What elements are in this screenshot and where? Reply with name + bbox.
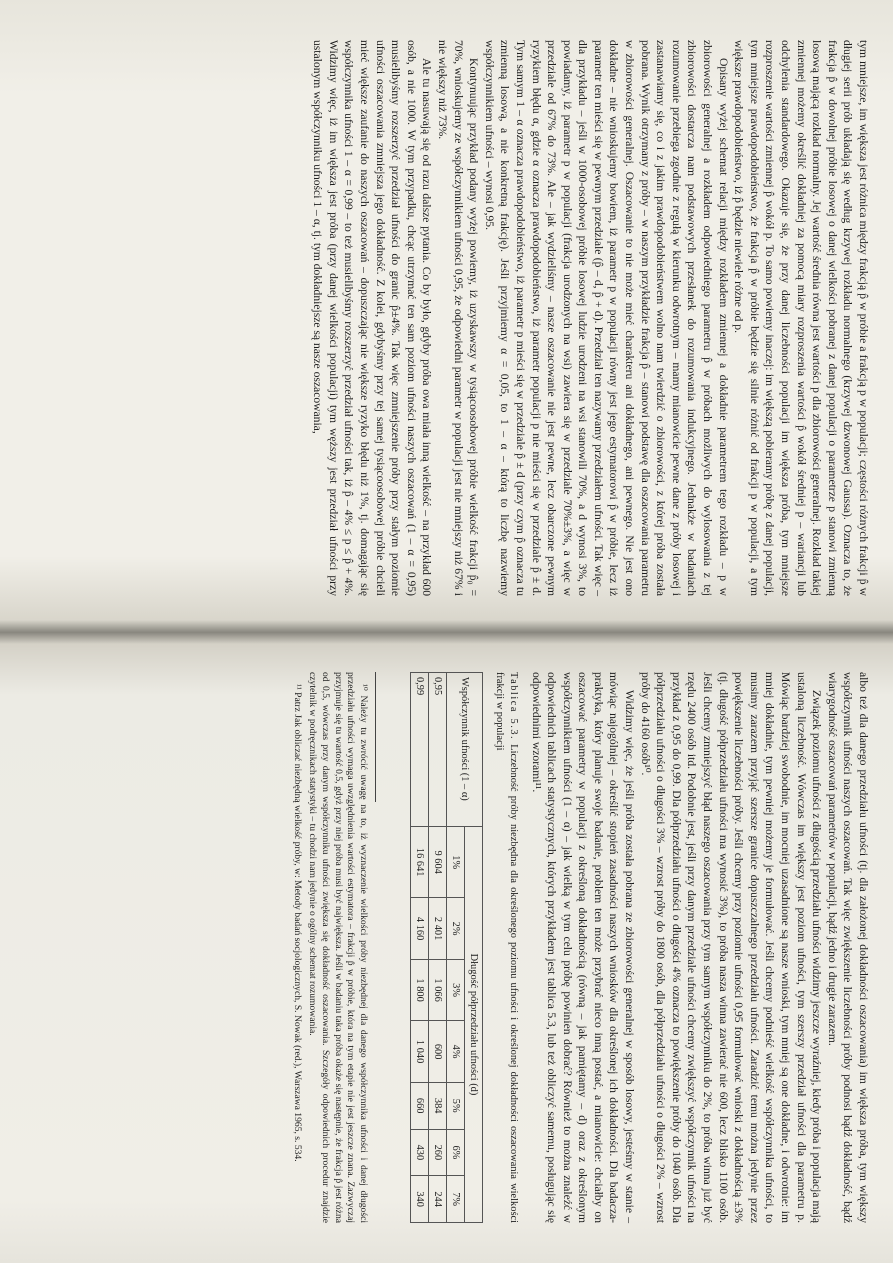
paragraph: Ale tu nasuwają się od razu dalsze pytania. Co by było, gdyby próba owa miała inną wielkość – na przykład 600 osób, a nie 1000. W tym przypadku, chcąc utrzymać ten sam poziom ufności naszych oszacowań (1 – α = 0,95) musielibyśmy rozszerzyć przedział ufności do granic p̂±4%. Tak więc zmniejszenie próby przy stałym poziomie ufności oszacowania zmniejsza jego dokładność. Z kolei, gdybyśmy przy tej samej tysiącoosobowej próbie chcieli mieć większe zaufanie do naszych oszacowań – dopuszczając nie większe ryzyko błędu niż 1%, tj. domagając się współczynnika ufności 1 – α = 0,99 – to też musielibyśmy rozszerzyć przedział ufności tak, iż p̂ – 4% ≤ p ≤ p̂ + 4%. Widzimy więc, iż im większa jest próba (przy danej wielkości populacji) tym węższy jest przedział ufności przy ustalonym współczynniku ufności 1 – α, tj. tym dokładniejsze są nasze oszacowania, (311, 40, 434, 596)
column-header: 4% (446, 1021, 464, 1083)
table-cell: 430 (410, 1129, 428, 1176)
footnote: ¹¹ Patrz Jak obliczać niezbędną wielkość próby, w: Metody badań socjologicznych, S. Nowak (red.), Warszawa 1965, s. 534. (291, 684, 303, 1162)
paragraph: Związek poziomu ufności z długością przedziału ufności widzimy jeszcze wyraźniej, kiedy próba i populacja mają ustaloną liczebność. Wówczas im większy jest poziom ufności, tym szerszy przedział ufności dla parametru p. Mówiąc bardziej swobodnie, im mocniej uzasadnione są nasze wnioski, tym mniej są one dokładne, i odwrotnie: im mniej dokładnie, tym pewniej możemy je formułować. Jeśli chcemy podnieść wielkość współczynnika ufności, to musimy zarazem przyjąć szersze granice dopuszczalnego przedziału ufności. Zaradzić temu można jedynie przez powiększenie liczebności próby. Jeśli chcemy przy poziomie ufności 0,95 formułować wnioski z dokładnością ±3% (tj. długość półprzedziału ufności ma wynosić 3%), to próba nasza winna zawierać nie 600, lecz blisko 1100 osób. Jeśli chcemy zmniejszyć błąd naszego oszacowania przy tym samym współczynniku do 2%, to próba winna już być rzędu 2400 osób itd. Podobnie jest, jeśli przy danym przedziale ufności chcemy zwiększyć współczynnik ufności na przykład z 0,95 do 0,99. Dla półprzedziału ufności o długości 4% oznacza to powiększenie próby do 1040 osób. Dla półprzedziału ufności o długości 3% – wzrost próby do 1800 osób, dla półprzedziału ufności o długości 2% – wzrost próby do 4160 osób¹⁰. (638, 672, 824, 1223)
table-caption-label: Tablica 5.3. (507, 672, 519, 741)
right-page (0, 632, 893, 1263)
table-cell: 1 800 (410, 959, 428, 1021)
table-caption-text: Liczebność próby niezbędna dla określonego poziomu ufności i określonej dokładności oszacowania wielkości frakcji w populacji (494, 672, 519, 1223)
table-cell: 2 401 (428, 898, 446, 960)
table-cell: 1 040 (410, 1021, 428, 1083)
paragraph: Widzimy więc, że jeśli próba została pobrana ze zbiorowości generalnej w sposób losowy, jesteśmy w stanie – mówiąc najogólniej – określić stopień zasadności naszych wniosków dla określonej ich dokładności. Dla badacza-praktyka, który planuje swoje badanie, problem ten może przybrać nieco inną postać, a mianowicie: chciałby on oszacować parametry w populacji z określoną dokładnością (równą – jak pamiętamy – d) oraz z określonym współczynnikiem ufności (1 – α) – jak wielką w tym celu próbę powinien dobrać? Również to można znaleźć w odpowiednich tablicach statystycznych, których przykładem jest tablica 5.3, lub też obliczyć samemu, posługując się odpowiednimi wzorami¹¹. (529, 672, 637, 1223)
paragraph: Opisany wyżej schemat relacji między rozkładem zmiennej a dokładnie parametrem tego rozkładu – p w zbiorowości generalnej a rozkładem odpowiedniego parametru p̂ w próbach możliwych do wylosowania z tej zbiorowości dostarcza nam podstawowych przesłanek do rozumowania indukcyjnego. Jednakże w badaniach rozumowanie przebiega zgodnie z regułą w kierunku odwrotnym – mamy mianowicie pewne dane z próby losowej i zastanawiamy się, co i z jakim prawdopodobieństwem wolno nam twierdzić o zbiorowości, z której próba została pobrana. Wynik otrzymany z próby – w naszym przykładzie frakcja p̂ – stanowi podstawę dla oszacowania parametru w zbiorowości generalnej. Oszacowanie to nie może mieć charakteru ani dokładnego, ani pewnego. Nie jest ono dokładne – nie wnioskujemy bowiem, iż parametr p w populacji równy jest jego estymatorowi p̂ w próbie, lecz iż parametr ten mieści się w pewnym przedziale (p̂ – d, p̂ + d). Przedział ten nazywamy przedziałem ufności. Tak więc – dla przykładu – jeśli w 1000-osobowej próbie losowej ludzie urodzeni na wsi stanowili 70%, a d wynosi 3%, to powiadamy, iż parametr p w populacji (frakcja urodzonych na wsi) zawiera się w przedziale 70%±3%, a więc w przedziale od 67% do 73%. Ale – jak wydzieliśmy – nasze oszacowanie nie jest pewne, lecz obarczone pewnym ryzykiem błędu α, gdzie α oznacza prawdopodobieństwo, iż parametr populacji p nie mieści się w przedziale p̂ ± d. Tym samym 1 – α oznacza prawdopodobieństwo, iż parametr p mieści się w przedziale p̂ ± d (przy czym p̂ oznacza tu zmienną losową, a nie konkretną frakcję). Jeśli przyjmiemy α = 0,05, to 1 – α – którą to liczbę nazwiemy współczynnikiem ufności – wynosi 0,95. (482, 40, 730, 596)
column-header: 6% (446, 1129, 464, 1176)
paragraph: tym mniejsze, im większa jest różnica między frakcją p̂ w próbie a frakcją p w populacji; częstości różnych frakcji p̂ w długiej serii prób układają się według krzywej rozkładu normalnego (krzywej dzwonowej Gaussa). Oznacza to, że frakcja p̂ w dowolnej próbie losowej o danej wielkości pobranej z danej populacji o parametrze p stanowi zmienną losową mającą rozkład normalny. Jej wartość średnia równa jest wartości p dla zbiorowości generalnej. Rozkład takiej zmiennej możemy określić dokładniej za pomocą miary rozproszenia wartości p̂ wokół średniej p – wariancji lub odchylenia standardowego. Okazuje się, że przy danej liczebności populacji im większa próba, tym mniejsze rozproszenie wartości zmiennej p̂ wokół p. To samo powiemy inaczej: im większą pobieramy próbę z danej populacji, tym mniejsze prawdopodobieństwo, że frakcja p̂ w próbie będzie się silnie różnić od frakcji p w populacji, a tym większe prawdopodobieństwo, iż p̂ będzie niewiele różne od p. (732, 40, 870, 596)
column-header: 5% (446, 1082, 464, 1129)
table-cell: 260 (428, 1129, 446, 1176)
table-cell: 384 (428, 1082, 446, 1129)
table-header-row (464, 673, 482, 1223)
footnote: ¹⁰ Należy tu zwrócić uwagę na to, iż wyznaczenie wielkości próby niezbędnej dla danego współczynnika ufności i danej długości przedziału ufności wymaga uwzględnienia wartości estymatora – frakcji p̂ w próbie, która na tym etapie nie jest jeszcze znana. Zazwyczaj przyjmuje się tu wartość 0,5, gdyż przy niej próba musi być największa. Jeśli w badaniu taka próba okaże się następnie, że frakcja p̂ jest różna od 0,5, wówczas przy danym współczynniku ufności zwiększa się dokładność oszacowania. Szczegóły odpowiednich procedur znajdzie czytelnik w podręcznikach statystyki – tu chodzi nam jedynie o ogólny schemat rozumowania. (307, 672, 369, 1223)
coef-header: Współczynnik ufności (1 – α) (446, 673, 482, 827)
table-cell: 340 (410, 1176, 428, 1223)
coef-cell: 0,95 (428, 673, 446, 827)
table-cell: 16 641 (410, 827, 428, 898)
table-cell: 9 604 (428, 827, 446, 898)
column-header: 7% (446, 1176, 464, 1223)
column-header: 1% (446, 827, 464, 898)
table-cell: 660 (410, 1082, 428, 1129)
table-cell: 1 066 (428, 959, 446, 1021)
footnote-divider (375, 672, 376, 802)
table-cell: 4 160 (410, 898, 428, 960)
table-row (428, 673, 446, 1223)
sample-size-table (410, 672, 483, 1223)
paragraph: albo też dla danego przedziału ufności (tj. dla założonej dokładności oszacowania) im większa próba, tym większy współczynnik ufności naszych oszacowań. Tak więc zwiększenie liczebności próby podnosi bądź dokładność, bądź wiarygodność oszacowań parametrów w populacji, bądź jedno i drugie zarazem. (825, 672, 870, 1223)
table-row (410, 673, 428, 1223)
table-cell: 244 (428, 1176, 446, 1223)
coef-cell: 0,99 (410, 673, 428, 827)
group-header: Długość półprzedziału ufności (d) (464, 827, 482, 1223)
table-caption (493, 672, 520, 1223)
column-header: 2% (446, 898, 464, 960)
paragraph: Kontynuując przykład podany wyżej powiemy, iż uzyskawszy w tysiącoosobowej próbie wielkość frakcji p̂₀ = 70%, wnioskujemy ze współczynnikiem ufności 0,95, że odpowiedni parametr w populacji jest nie mniejszy niż 67% i nie większy niż 73%. (435, 40, 481, 596)
table-cell: 600 (428, 1021, 446, 1083)
column-header: 3% (446, 959, 464, 1021)
